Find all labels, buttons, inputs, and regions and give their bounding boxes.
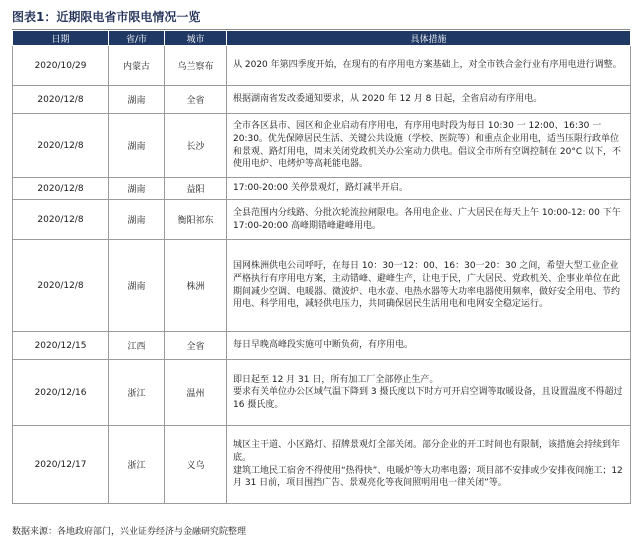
table-row — [13, 200, 631, 240]
cell-city: 衡阳祁东 — [165, 200, 227, 240]
cell-measures: 即日起至 12 月 31 日，所有加工厂全部停止生产。 要求有关单位办公区域气温下降到 3 摄氏度以下时方可开启空调等取暖设备，且设置温度不得超过 16 摄氏度。 — [227, 360, 631, 426]
cell-date: 2020/12/8 — [13, 114, 109, 178]
cell-date: 2020/12/15 — [13, 332, 109, 360]
cell-city: 株洲 — [165, 240, 227, 332]
cell-date: 2020/12/16 — [13, 360, 109, 426]
header-date: 日期 — [13, 31, 109, 46]
figure-title: 图表1：近期限电省市限电情况一览 — [12, 10, 201, 24]
source-note: 数据来源：各地政府部门，兴业证券经济与金融研究院整理 — [12, 527, 247, 537]
table-row — [13, 240, 631, 332]
cell-city: 义乌 — [165, 426, 227, 504]
cell-measures: 全县范围内分线路、分批次轮流拉闸限电。各用电企业、广大居民在每天上午 10:00-12: 00 下午 17:00-20:00 高峰期错峰避峰用电。 — [227, 200, 631, 240]
header-measures: 具体措施 — [227, 31, 631, 46]
cell-city: 乌兰察布 — [165, 46, 227, 86]
cell-city: 温州 — [165, 360, 227, 426]
cell-date: 2020/12/17 — [13, 426, 109, 504]
table-row — [13, 114, 631, 178]
table-row — [13, 426, 631, 504]
cell-city: 全省 — [165, 86, 227, 114]
cell-province: 江西 — [109, 332, 165, 360]
table-row — [13, 332, 631, 360]
cell-city: 长沙 — [165, 114, 227, 178]
header-province: 省/市 — [109, 31, 165, 46]
cell-city: 益阳 — [165, 178, 227, 200]
cell-measures: 全市各区县市、园区和企业启动有序用电，有序用电时段为每日 10:30 一 12:00、16:30 一 20:30。优先保障居民生活、关键公共设施（学校、医院等）和重点企业用电，适当压限行政单位和景观、路灯用电，周末关闭党政机关办公室动力供电。倡议全市所有空调控制在 20°C 以下，不使用电炉、电烤炉等高耗能电器。 — [227, 114, 631, 178]
header-city: 城市 — [165, 31, 227, 46]
table-row — [13, 46, 631, 86]
cell-measures: 17:00-20:00 关停景观灯，路灯减半开启。 — [227, 178, 631, 200]
cell-measures: 城区主干道、小区路灯、招牌景观灯全部关闭。部分企业的开工时间也有限制，该措施会持续到年底。 建筑工地民工宿舍不得使用“热得快”、电暖炉等大功率电器；项目部不安排或少安排夜间施工；12 月 31 日前，项目围挡广告、景观亮化等夜间照明用电一律关闭”等。 — [227, 426, 631, 504]
cell-measures: 国网株洲供电公司呼吁，在每日 10：30一12：00、16：30一20：30 之间，希望大型工业企业严格执行有序用电方案，主动错峰、避峰生产，让电于民，广大居民、党政机关、企事业单位在此期间减少空调、电暖器、微波炉、电水壶、电热水器等大功率电器使用频率，做好安全用电、节约用电、科学用电，减轻供电压力，共同确保居民生活用电和电网安全稳定运行。 — [227, 240, 631, 332]
cell-measures: 每日早晚高峰段实施可中断负荷，有序用电。 — [227, 332, 631, 360]
cell-measures: 根据湖南省发改委通知要求，从 2020 年 12 月 8 日起，全省启动有序用电。 — [227, 86, 631, 114]
cell-province: 湖南 — [109, 114, 165, 178]
table-header-row — [13, 31, 631, 46]
cell-date: 2020/12/8 — [13, 200, 109, 240]
table-row — [13, 178, 631, 200]
cell-province: 湖南 — [109, 178, 165, 200]
cell-province: 湖南 — [109, 200, 165, 240]
power-restriction-table — [12, 30, 631, 504]
cell-measures: 从 2020 年第四季度开始，在现有的有序用电方案基础上，对全市铁合金行业有序用电进行调整。 — [227, 46, 631, 86]
cell-date: 2020/12/8 — [13, 86, 109, 114]
cell-province: 湖南 — [109, 240, 165, 332]
cell-date: 2020/12/8 — [13, 178, 109, 200]
cell-date: 2020/10/29 — [13, 46, 109, 86]
cell-province: 浙江 — [109, 360, 165, 426]
cell-province: 内蒙古 — [109, 46, 165, 86]
table-row — [13, 360, 631, 426]
cell-province: 湖南 — [109, 86, 165, 114]
cell-date: 2020/12/8 — [13, 240, 109, 332]
table-row — [13, 86, 631, 114]
cell-province: 浙江 — [109, 426, 165, 504]
cell-city: 全省 — [165, 332, 227, 360]
